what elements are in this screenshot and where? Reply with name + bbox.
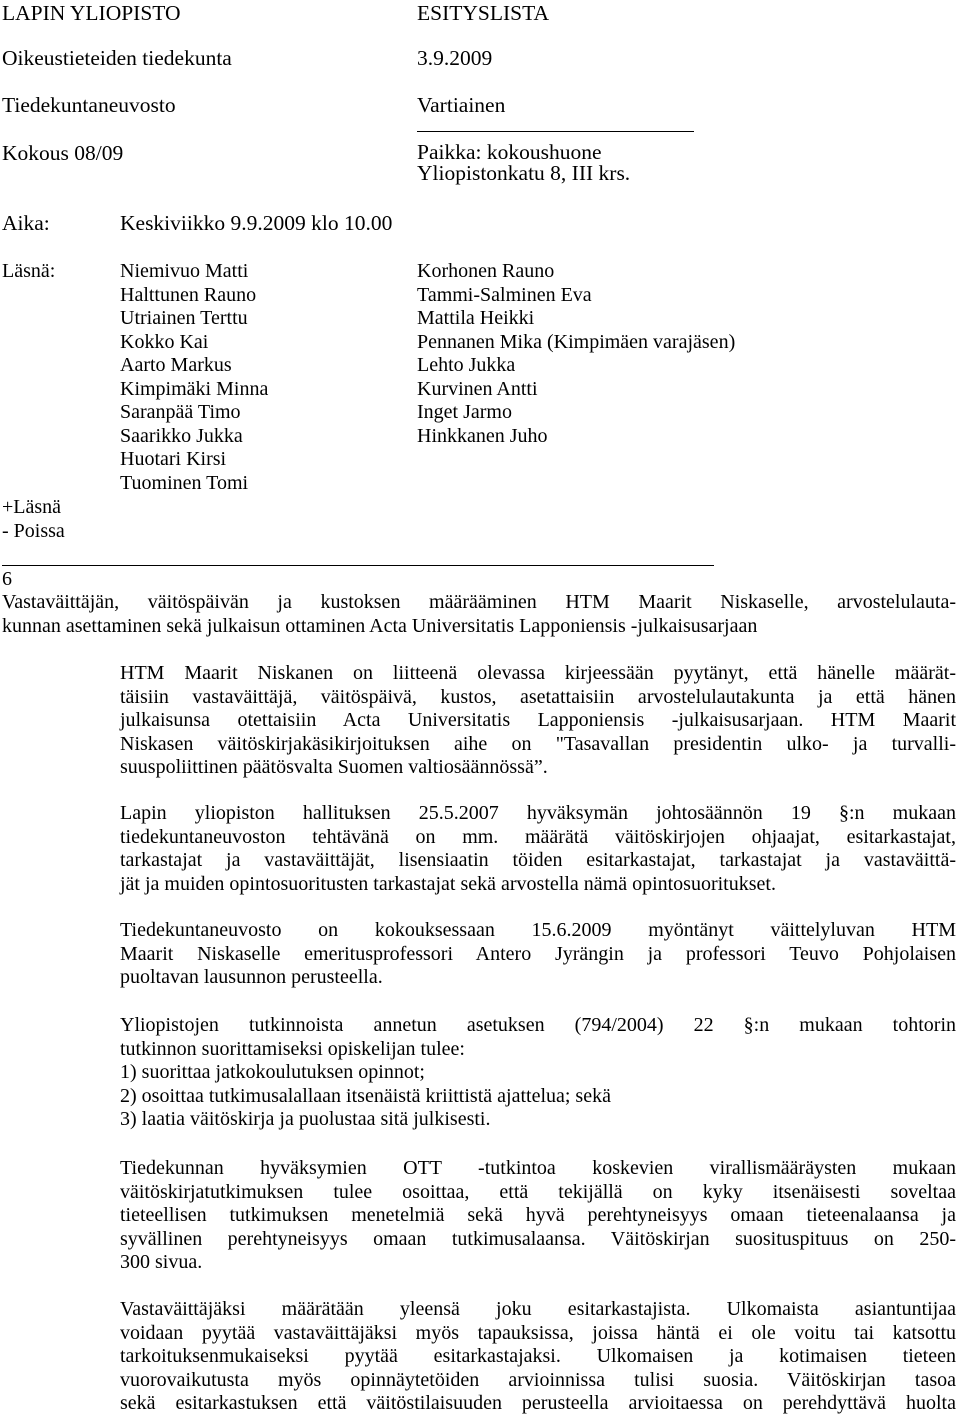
- attendee: Kimpimäki Minna: [120, 377, 269, 400]
- text-line: Vastaväittäjäksi määrätään yleensä joku esitarkastajista. Ulkomaista asiantuntijaa: [120, 1298, 956, 1320]
- attendee: Tammi-Salminen Eva: [417, 283, 592, 306]
- paragraph-regulations: [120, 802, 956, 896]
- text-line: suuspoliittinen päätösvalta Suomen valtiosäännössä”.: [120, 756, 548, 778]
- meeting-place-line2: Yliopistonkatu 8, III krs.: [417, 161, 631, 185]
- text-line: Tiedekuntaneuvosto on kokouksessaan 15.6.2009 myöntänyt väittelyluvan HTM: [120, 919, 956, 941]
- attendee: Tuominen Tomi: [120, 471, 249, 494]
- requirement-item: 2) osoittaa tutkimusalallaan itsenäistä kriittistä ajattelua; sekä: [120, 1084, 611, 1107]
- attendee: Kurvinen Antti: [417, 377, 538, 400]
- paragraph-request: [120, 662, 956, 780]
- text-line: Niskasen väitöskirjakäsikirjoituksen aihe on "Tasavallan presidentin ulko- ja turvalli-: [120, 732, 956, 755]
- text-line: Yliopistojen tutkinnoista annetun asetuksen (794/2004) 22 §:n mukaan tohtorin: [120, 1014, 956, 1036]
- item-title: [2, 591, 956, 638]
- attendee: Saranpää Timo: [120, 401, 241, 423]
- text-line: vuorovaikutusta myös opinnäytetöiden arvioinnissa tulisi suosia. Väitöskirjan tasoa: [120, 1368, 956, 1391]
- text-line: 300 sivua.: [120, 1251, 203, 1273]
- requirement-item: 3) laatia väitöskirja ja puolustaa sitä julkisesti.: [120, 1108, 491, 1130]
- present-label: Läsnä:: [2, 260, 56, 282]
- text-line: Maarit Niskaselle emeritusprofessori Antero Jyrängin ja professori Teuvo Pohjolaisen: [120, 942, 956, 965]
- text-line: tutkinnon suorittamiseksi opiskelijan tulee:: [120, 1037, 465, 1060]
- attendee: Pennanen Mika (Kimpimäen varajäsen): [417, 330, 736, 353]
- document-author: Vartiainen: [417, 93, 506, 117]
- attendee: Aarto Markus: [120, 354, 232, 376]
- paragraph-faculty-rules: [120, 1157, 956, 1275]
- text-line: väitöskirjatutkimuksen tulee osoittaa, että tekijällä on kyky itsenäisesti soveltaa: [120, 1180, 956, 1203]
- present-list-right: [417, 260, 735, 448]
- text-line: tarkastajat ja vastaväittäjät, lisensiaatin töiden esitarkastajat, tarkastajat ja vastaväittä-: [120, 849, 956, 871]
- text-line: täisiin vastaväittäjä, väitöspäivä, kustos, asetattaisiin arvostelulautakunta ja että hänen: [120, 685, 956, 708]
- requirement-item: 1) suorittaa jatkokoulutuksen opinnot;: [120, 1061, 425, 1083]
- item-title-line: kunnan asettaminen sekä julkaisun ottaminen Acta Universitatis Lapponiensis -julkaisusarjaan: [2, 614, 758, 637]
- header-divider: [417, 131, 694, 132]
- attendee: Lehto Jukka: [417, 354, 516, 376]
- additional-present-label: +Läsnä: [2, 496, 62, 518]
- attendee: Inget Jarmo: [417, 401, 512, 423]
- attendee: Mattila Heikki: [417, 307, 535, 329]
- text-line: tarkoituksenmukaiseksi pyytää esitarkastajaksi. Ulkomaisen ja kotimaisen tieteen: [120, 1345, 956, 1367]
- text-line: tiedekuntaneuvoston tehtävänä on mm. määrätä väitöskirjojen ohjaajat, esitarkastajat,: [120, 825, 956, 848]
- time-label: Aika:: [2, 211, 50, 235]
- attendee: Kokko Kai: [120, 330, 209, 353]
- text-line: tieteellisen tutkimuksen menetelmiä sekä hyvä perehtyneisyys omaan tieteenalaansa ja: [120, 1204, 956, 1226]
- text-line: Tiedekunnan hyväksymien OTT -tutkintoa koskevien virallismääräysten mukaan: [120, 1157, 956, 1179]
- attendee: Huotari Kirsi: [120, 448, 227, 470]
- text-line: voidaan pyytää vastaväittäjäksi myös tapauksissa, joissa häntä ei ole voitu tai katsottu: [120, 1321, 956, 1344]
- text-line: puoltavan lausunnon perusteella.: [120, 966, 383, 988]
- attendee: Hinkkanen Juho: [417, 424, 548, 447]
- present-list-left: [120, 260, 268, 495]
- attendee: Utriainen Terttu: [120, 307, 248, 329]
- attendee: Niemivuo Matti: [120, 260, 249, 282]
- absent-label: - Poissa: [2, 520, 65, 542]
- meeting-place-line1: Paikka: kokoushuone: [417, 140, 602, 164]
- attendee: Saarikko Jukka: [120, 424, 243, 447]
- university-name: LAPIN YLIOPISTO: [2, 1, 181, 25]
- council-name: Tiedekuntaneuvosto: [2, 93, 176, 117]
- attendee: Korhonen Rauno: [417, 260, 555, 282]
- paragraph-permission: [120, 919, 956, 990]
- text-line: HTM Maarit Niskanen on liitteenä olevassa kirjeessään pyytänyt, että hänelle määrät-: [120, 662, 956, 684]
- paragraph-decree: [120, 1014, 956, 1132]
- item-number: 6: [2, 568, 12, 590]
- text-line: Lapin yliopiston hallituksen 25.5.2007 hyväksymän johtosäännön 19 §:n mukaan: [120, 802, 956, 824]
- meeting-number: Kokous 08/09: [2, 141, 124, 165]
- section-divider: [2, 565, 714, 566]
- faculty-name: Oikeustieteiden tiedekunta: [2, 46, 232, 70]
- text-line: julkaisunsa otettaisiin Acta Universitatis Lapponiensis -julkaisusarjaan. HTM Maarit: [120, 709, 956, 731]
- document-date: 3.9.2009: [417, 46, 493, 70]
- document-type: ESITYSLISTA: [417, 1, 550, 25]
- attendee: Halttunen Rauno: [120, 283, 257, 306]
- meeting-place: [417, 142, 630, 184]
- text-line: jät ja muiden opintosuoritusten tarkastajat sekä arvostella nämä opintosuoritukset.: [120, 872, 776, 895]
- paragraph-opponent: [120, 1298, 956, 1416]
- text-line: syvällinen perehtyneisyys omaan tutkimusalaansa. Väitöskirjan suosituspituus on 250-: [120, 1227, 956, 1250]
- time-value: Keskiviikko 9.9.2009 klo 10.00: [120, 211, 393, 235]
- item-title-line: Vastaväittäjän, väitöspäivän ja kustoksen määrääminen HTM Maarit Niskaselle, arvostelulauta-: [2, 591, 956, 613]
- text-line: sekä esitarkastuksen että väitöstilaisuuden perusteella arvioitaessa on perehdyttävä huolta: [120, 1392, 956, 1414]
